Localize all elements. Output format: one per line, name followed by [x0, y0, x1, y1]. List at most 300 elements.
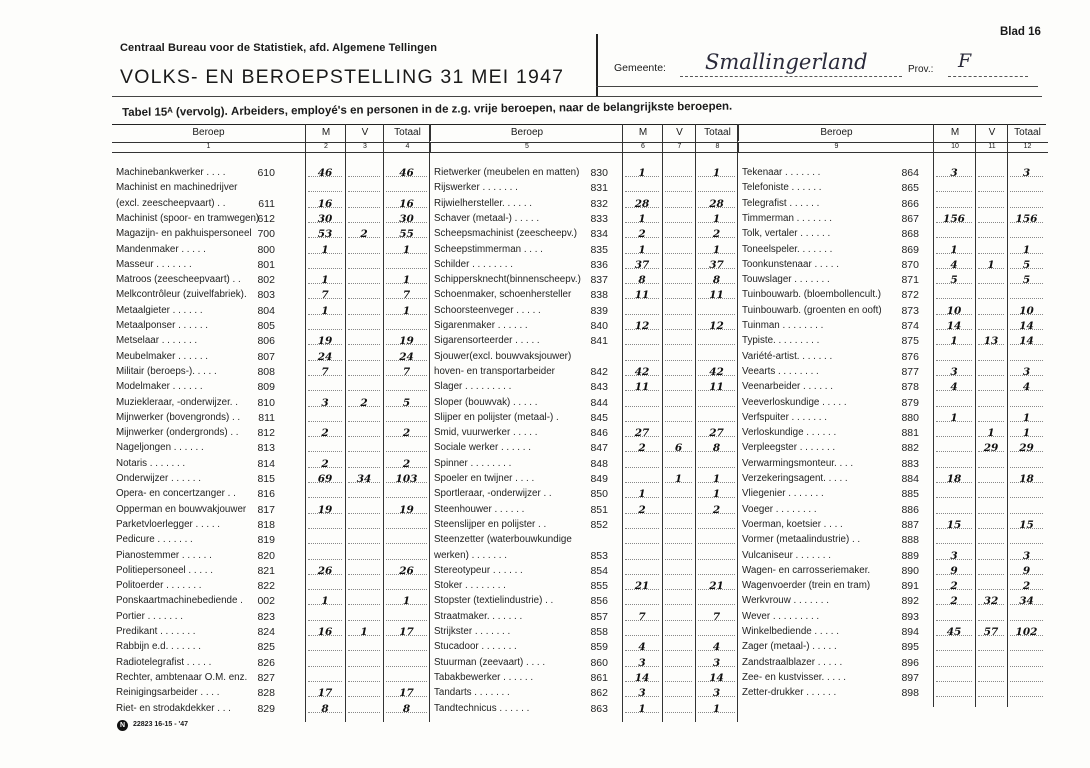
occupation-code: 879 — [901, 396, 919, 409]
count-m: 8 — [321, 702, 329, 715]
dotted-entry-line — [348, 344, 380, 345]
dotted-entry-line — [625, 375, 659, 376]
table-row — [430, 442, 738, 454]
dotted-entry-line — [936, 589, 972, 590]
dotted-entry-line — [978, 543, 1004, 544]
occupation-name: Zandstraalblazer . . . . . — [742, 656, 843, 668]
dotted-entry-line — [698, 574, 735, 575]
province-label: Prov.: — [908, 64, 934, 75]
dotted-entry-line — [308, 467, 342, 468]
occupation-code: 839 — [590, 304, 608, 317]
dotted-entry-line — [698, 482, 735, 483]
dotted-entry-line — [625, 344, 659, 345]
occupation-name: Variété-artist. . . . . . . — [742, 350, 833, 362]
occupation-name: Verpleegster . . . . . . . — [742, 442, 836, 454]
dotted-entry-line — [936, 253, 972, 254]
count-totaal: 21 — [709, 580, 724, 593]
dotted-entry-line — [1010, 191, 1043, 192]
dotted-entry-line — [308, 666, 342, 667]
occupation-name: Wever . . . . . . . . . — [742, 610, 820, 622]
dotted-entry-line — [308, 421, 342, 422]
count-totaal: 3 — [712, 687, 721, 700]
dotted-entry-line — [1010, 406, 1043, 407]
column-number: 3 — [345, 142, 384, 152]
table-row — [430, 626, 738, 638]
dotted-entry-line — [978, 650, 1004, 651]
occupation-code: 824 — [257, 626, 275, 638]
dotted-entry-line — [978, 604, 1004, 605]
dotted-entry-line — [978, 421, 1004, 422]
dotted-entry-line — [1010, 574, 1043, 575]
dotted-entry-line — [308, 283, 342, 284]
count-m: 4 — [950, 381, 958, 394]
dotted-entry-line — [348, 528, 380, 529]
occupation-code: 807 — [257, 350, 275, 363]
occupation-name: Spoeler en twijner . . . . — [434, 473, 535, 484]
dotted-entry-line — [1010, 268, 1043, 269]
count-m: 4 — [638, 641, 646, 654]
occupation-name: Sociale werker . . . . . . — [434, 442, 531, 454]
occupation-code: 811 — [258, 411, 275, 424]
occupation-code: 822 — [257, 580, 275, 593]
occupation-name: Veearts . . . . . . . . — [742, 365, 819, 377]
count-totaal: 1 — [1022, 243, 1031, 256]
count-m: 27 — [634, 427, 650, 440]
column-header-totaal: Totaal — [383, 124, 431, 141]
table-row — [112, 672, 430, 684]
dotted-entry-line — [348, 191, 380, 192]
table-row — [738, 259, 1048, 271]
column-header-v: V — [345, 124, 384, 141]
table-row — [738, 167, 1048, 179]
dotted-entry-line — [665, 497, 692, 498]
count-m: 18 — [946, 473, 962, 485]
count-m: 3 — [638, 656, 646, 669]
occupation-code: 884 — [901, 473, 919, 485]
occupation-name: Straatmaker. . . . . . . — [434, 610, 523, 622]
dotted-entry-line — [936, 467, 972, 468]
dotted-entry-line — [1010, 589, 1043, 590]
occupation-code: 892 — [901, 595, 919, 608]
occupation-code: 883 — [901, 457, 919, 470]
table-row — [738, 397, 1048, 409]
dotted-entry-line — [1010, 314, 1043, 315]
dotted-entry-line — [978, 482, 1004, 483]
occupation-name: Stuurman (zeevaart) . . . . — [434, 656, 546, 668]
dotted-entry-line — [348, 207, 380, 208]
occupation-name: Parketvloerlegger . . . . . — [116, 518, 221, 530]
dotted-entry-line — [936, 497, 972, 498]
dotted-entry-line — [698, 635, 735, 636]
count-totaal: 2 — [712, 228, 721, 241]
table-row — [430, 595, 738, 607]
occupation-code: 888 — [901, 534, 919, 547]
count-totaal: 7 — [712, 610, 721, 623]
occupation-code: 894 — [901, 626, 919, 638]
occupation-code: 863 — [590, 702, 608, 715]
dotted-entry-line — [978, 390, 1004, 391]
dotted-entry-line — [308, 635, 342, 636]
count-totaal: 1 — [402, 595, 411, 608]
occupation-name: Machinebankwerker . . . . — [116, 167, 226, 178]
occupation-name: Zee- en kustvisser. . . . . — [742, 671, 846, 683]
dotted-entry-line — [308, 712, 342, 713]
dotted-entry-line — [308, 436, 342, 437]
dotted-entry-line — [665, 513, 692, 514]
table-row — [430, 259, 738, 271]
dotted-entry-line — [625, 528, 659, 529]
count-m: 1 — [638, 243, 646, 256]
column-header-beroep: Beroep — [192, 127, 225, 138]
occupation-name: Magazijn- en pakhuispersoneel — [116, 228, 252, 240]
table-panel-1 — [112, 124, 430, 715]
count-m: 1 — [638, 212, 646, 225]
table-row — [112, 687, 430, 699]
column-header-v: V — [975, 124, 1008, 141]
dotted-entry-line — [348, 436, 380, 437]
count-totaal: 1 — [1022, 427, 1031, 440]
occupation-code: 846 — [590, 427, 608, 440]
dotted-entry-line — [625, 589, 659, 590]
count-totaal: 12 — [709, 320, 724, 332]
occupation-code: 820 — [257, 549, 275, 562]
count-v: 29 — [983, 442, 999, 455]
form-title: VOLKS- EN BEROEPSTELLING 31 MEI 1947 — [120, 66, 565, 88]
dotted-entry-line — [625, 222, 659, 223]
occupation-code: 881 — [901, 427, 919, 440]
table-row — [430, 213, 738, 225]
occupation-name: Tandarts . . . . . . . — [434, 687, 510, 699]
dotted-entry-line — [698, 513, 735, 514]
count-v: 1 — [674, 473, 683, 485]
column-number: 5 — [430, 142, 623, 152]
count-m: 1 — [638, 167, 646, 179]
dotted-entry-line — [665, 222, 692, 223]
occupation-name: Spinner . . . . . . . . — [434, 457, 512, 469]
occupation-code: 612 — [257, 212, 275, 225]
dotted-entry-line — [698, 559, 735, 560]
dotted-entry-line — [978, 406, 1004, 407]
occupation-name: Verwarmingsmonteur. . . . — [742, 457, 854, 469]
occupation-name: Voerman, koetsier . . . . — [742, 518, 843, 530]
printer-logo-icon: N — [117, 720, 128, 731]
dotted-entry-line — [308, 559, 342, 560]
count-m: 2 — [321, 457, 329, 470]
count-totaal: 11 — [709, 289, 724, 302]
table-row — [430, 305, 738, 317]
dotted-entry-line — [698, 712, 735, 713]
occupation-code: 895 — [901, 641, 919, 654]
dotted-entry-line — [1010, 436, 1043, 437]
dotted-entry-line — [308, 390, 342, 391]
dotted-entry-line — [308, 344, 342, 345]
occupation-code: 882 — [901, 442, 919, 455]
dotted-entry-line — [348, 237, 380, 238]
dotted-entry-line — [936, 406, 972, 407]
dotted-entry-line — [1010, 482, 1043, 483]
occupation-code: 814 — [257, 457, 275, 470]
dotted-entry-line — [625, 543, 659, 544]
table-row — [112, 289, 430, 301]
count-m: 2 — [950, 580, 958, 593]
dotted-entry-line — [308, 650, 342, 651]
dotted-entry-line — [625, 497, 659, 498]
count-m: 19 — [317, 335, 333, 348]
occupation-name: Mijnwerker (ondergronds) . . — [116, 427, 239, 439]
occupation-code: 816 — [257, 488, 275, 501]
count-m: 16 — [317, 197, 333, 210]
occupation-name: Schoorsteenveger . . . . . — [434, 304, 541, 316]
dotted-entry-line — [665, 467, 692, 468]
count-m: 53 — [317, 228, 333, 241]
occupation-name: Slijper en polijster (metaal-) . — [434, 411, 559, 423]
table-row — [738, 580, 1048, 592]
count-m: 46 — [317, 167, 333, 179]
occupation-name: Vormer (metaalindustrie) . . — [742, 534, 861, 546]
table-row — [112, 488, 430, 500]
dotted-entry-line — [978, 329, 1004, 330]
dotted-entry-line — [665, 268, 692, 269]
occupation-name: Tuinbouwarb. (groenten en ooft) — [742, 304, 882, 316]
dotted-entry-line — [348, 604, 380, 605]
count-v: 32 — [983, 595, 999, 608]
table-row — [112, 427, 430, 439]
occupation-name: Modelmaker . . . . . . — [116, 381, 203, 393]
occupation-code: 835 — [590, 243, 608, 256]
dotted-entry-line — [348, 497, 380, 498]
table-row — [112, 458, 430, 470]
occupation-code: 874 — [901, 320, 919, 332]
dotted-entry-line — [625, 650, 659, 651]
occupation-name: Radiotelegrafist . . . . . — [116, 656, 212, 668]
dotted-entry-line — [348, 176, 380, 177]
dotted-entry-line — [698, 222, 735, 223]
count-totaal: 8 — [712, 274, 721, 287]
table-panel-3 — [738, 124, 1048, 710]
header-rule — [738, 142, 1048, 143]
sheet-number: Blad 16 — [1000, 26, 1041, 38]
occupation-code: 872 — [901, 289, 919, 302]
occupation-name: Masseur . . . . . . . — [116, 258, 192, 270]
table-row — [430, 565, 738, 577]
table-row — [738, 198, 1048, 210]
count-totaal: 3 — [1022, 167, 1031, 179]
table-row — [112, 534, 430, 546]
dotted-entry-line — [978, 635, 1004, 636]
dotted-entry-line — [625, 451, 659, 452]
dotted-entry-line — [308, 207, 342, 208]
dotted-entry-line — [665, 681, 692, 682]
occupation-name: Toneelspeler. . . . . . . — [742, 243, 833, 255]
dotted-entry-line — [936, 681, 972, 682]
dotted-entry-line — [1010, 620, 1043, 621]
occupation-name: Verloskundige . . . . . . — [742, 427, 837, 439]
dotted-entry-line — [978, 360, 1004, 361]
dotted-entry-line — [936, 283, 972, 284]
count-totaal: 103 — [395, 473, 418, 485]
count-m: 15 — [946, 518, 962, 531]
count-totaal: 7 — [402, 289, 411, 302]
occupation-name: Tekenaar . . . . . . . — [742, 167, 821, 178]
dotted-entry-line — [936, 543, 972, 544]
occupation-name: Typiste. . . . . . . . . — [742, 335, 820, 347]
occupation-name: Smid, vuurwerker . . . . . — [434, 427, 538, 439]
dotted-entry-line — [386, 436, 427, 437]
table-row — [430, 611, 738, 623]
dotted-entry-line — [1010, 559, 1043, 560]
occupation-name: Metaalgieter . . . . . . — [116, 304, 203, 316]
dotted-entry-line — [1010, 650, 1043, 651]
dotted-entry-line — [936, 650, 972, 651]
count-totaal: 55 — [399, 228, 414, 241]
count-totaal: 15 — [1019, 518, 1034, 531]
occupation-code: 002 — [257, 595, 275, 608]
dotted-entry-line — [386, 207, 427, 208]
dotted-entry-line — [936, 559, 972, 560]
dotted-entry-line — [698, 176, 735, 177]
dotted-entry-line — [698, 207, 735, 208]
dotted-entry-line — [1010, 696, 1043, 697]
dotted-entry-line — [1010, 528, 1043, 529]
occupation-code: 868 — [901, 228, 919, 241]
occupation-name: Stopster (textielindustrie) . . — [434, 595, 554, 607]
table-row — [112, 641, 430, 653]
occupation-code: 815 — [257, 473, 275, 485]
occupation-code: 850 — [590, 488, 608, 501]
dotted-entry-line — [936, 451, 972, 452]
office-name: Centraal Bureau voor de Statistiek, afd. Algemene Tellingen — [120, 42, 438, 54]
occupation-name: Stucadoor . . . . . . . — [434, 641, 517, 653]
count-v: 57 — [983, 626, 999, 638]
occupation-name: Ponskaartmachinebediende . — [116, 595, 243, 607]
dotted-entry-line — [348, 574, 380, 575]
dotted-entry-line — [308, 176, 342, 177]
header-rule — [430, 152, 738, 153]
dotted-entry-line — [625, 559, 659, 560]
table-row — [112, 442, 430, 454]
dotted-entry-line — [665, 314, 692, 315]
column-header-totaal: Totaal — [695, 124, 739, 141]
dotted-entry-line — [665, 406, 692, 407]
dotted-entry-line — [308, 406, 342, 407]
dotted-entry-line — [1010, 681, 1043, 682]
count-m: 1 — [950, 335, 958, 348]
table-row — [112, 182, 430, 194]
dotted-entry-line — [665, 253, 692, 254]
occupation-name: Tuinman . . . . . . . . — [742, 320, 824, 331]
occupation-name: Sigarenmaker . . . . . . — [434, 320, 528, 331]
occupation-name: Opera- en concertzanger . . — [116, 488, 236, 500]
table-row — [430, 274, 738, 286]
table-row — [738, 427, 1048, 439]
dotted-entry-line — [625, 604, 659, 605]
occupation-name: Steenslijper en polijster . . — [434, 518, 547, 530]
dotted-entry-line — [308, 375, 342, 376]
table-row — [112, 335, 430, 347]
occupation-name: Voeger . . . . . . . . — [742, 503, 817, 515]
count-m: 11 — [634, 289, 650, 302]
dotted-entry-line — [348, 283, 380, 284]
dotted-entry-line — [348, 543, 380, 544]
table-row — [738, 289, 1048, 301]
column-header-m: M — [933, 124, 976, 141]
occupation-name: hoven- en transportarbeider — [434, 365, 555, 377]
table-row — [738, 504, 1048, 516]
occupation-name: Telefoniste . . . . . . — [742, 182, 822, 194]
dotted-entry-line — [308, 482, 342, 483]
table-row — [738, 519, 1048, 531]
dotted-entry-line — [386, 406, 427, 407]
dotted-entry-line — [348, 329, 380, 330]
dotted-entry-line — [665, 543, 692, 544]
table-row — [112, 244, 430, 256]
occupation-name: Machinist en machinedrijver — [116, 182, 238, 194]
occupation-code: 893 — [901, 610, 919, 623]
count-v: 1 — [360, 626, 368, 638]
dotted-entry-line — [386, 635, 427, 636]
occupation-name: Tuinbouwarb. (bloembollencult.) — [742, 289, 882, 301]
occupation-code: 828 — [257, 687, 275, 700]
table-title — [122, 101, 732, 119]
dotted-entry-line — [978, 344, 1004, 345]
occupation-name: Veenarbeider . . . . . . — [742, 381, 833, 393]
dotted-entry-line — [386, 375, 427, 376]
occupation-code: 857 — [590, 610, 608, 623]
count-m: 1 — [321, 304, 329, 317]
count-m: 12 — [634, 320, 650, 332]
dotted-entry-line — [308, 620, 342, 621]
dotted-entry-line — [665, 620, 692, 621]
dotted-entry-line — [625, 298, 659, 299]
occupation-name: Rijwielhersteller. . . . . . — [434, 197, 532, 209]
gemeente-label: Gemeente: — [614, 62, 666, 74]
dotted-entry-line — [386, 528, 427, 529]
dotted-entry-line — [665, 635, 692, 636]
occupation-name: Notaris . . . . . . . — [116, 457, 186, 469]
column-number: 4 — [383, 142, 431, 152]
table-row — [430, 412, 738, 424]
occupation-name: Steenzetter (waterbouwkundige — [434, 534, 572, 546]
count-totaal: 4 — [1022, 381, 1031, 394]
occupation-name: Tabakbewerker . . . . . . — [434, 671, 534, 683]
count-totaal: 8 — [712, 442, 721, 455]
occupation-name: Schaver (metaal-) . . . . . — [434, 212, 540, 224]
dotted-entry-line — [978, 268, 1004, 269]
table-panel-2 — [430, 124, 738, 715]
table-row — [112, 519, 430, 531]
count-m: 5 — [950, 274, 958, 287]
dotted-entry-line — [348, 620, 380, 621]
table-row — [112, 366, 430, 378]
dotted-entry-line — [1010, 360, 1043, 361]
count-m: 3 — [950, 365, 958, 378]
occupation-name: Scheepstimmerman . . . . — [434, 243, 543, 255]
header-rule — [112, 96, 1042, 97]
dotted-entry-line — [386, 681, 427, 682]
table-row — [430, 657, 738, 669]
count-totaal: 3 — [712, 656, 721, 669]
count-totaal: 1 — [712, 702, 721, 715]
dotted-entry-line — [665, 650, 692, 651]
table-row — [738, 442, 1048, 454]
dotted-entry-line — [665, 604, 692, 605]
dotted-entry-line — [625, 268, 659, 269]
dotted-entry-line — [386, 329, 427, 330]
table-row — [112, 703, 430, 715]
count-v: 1 — [987, 427, 995, 440]
dotted-entry-line — [698, 467, 735, 468]
dotted-entry-line — [665, 283, 692, 284]
